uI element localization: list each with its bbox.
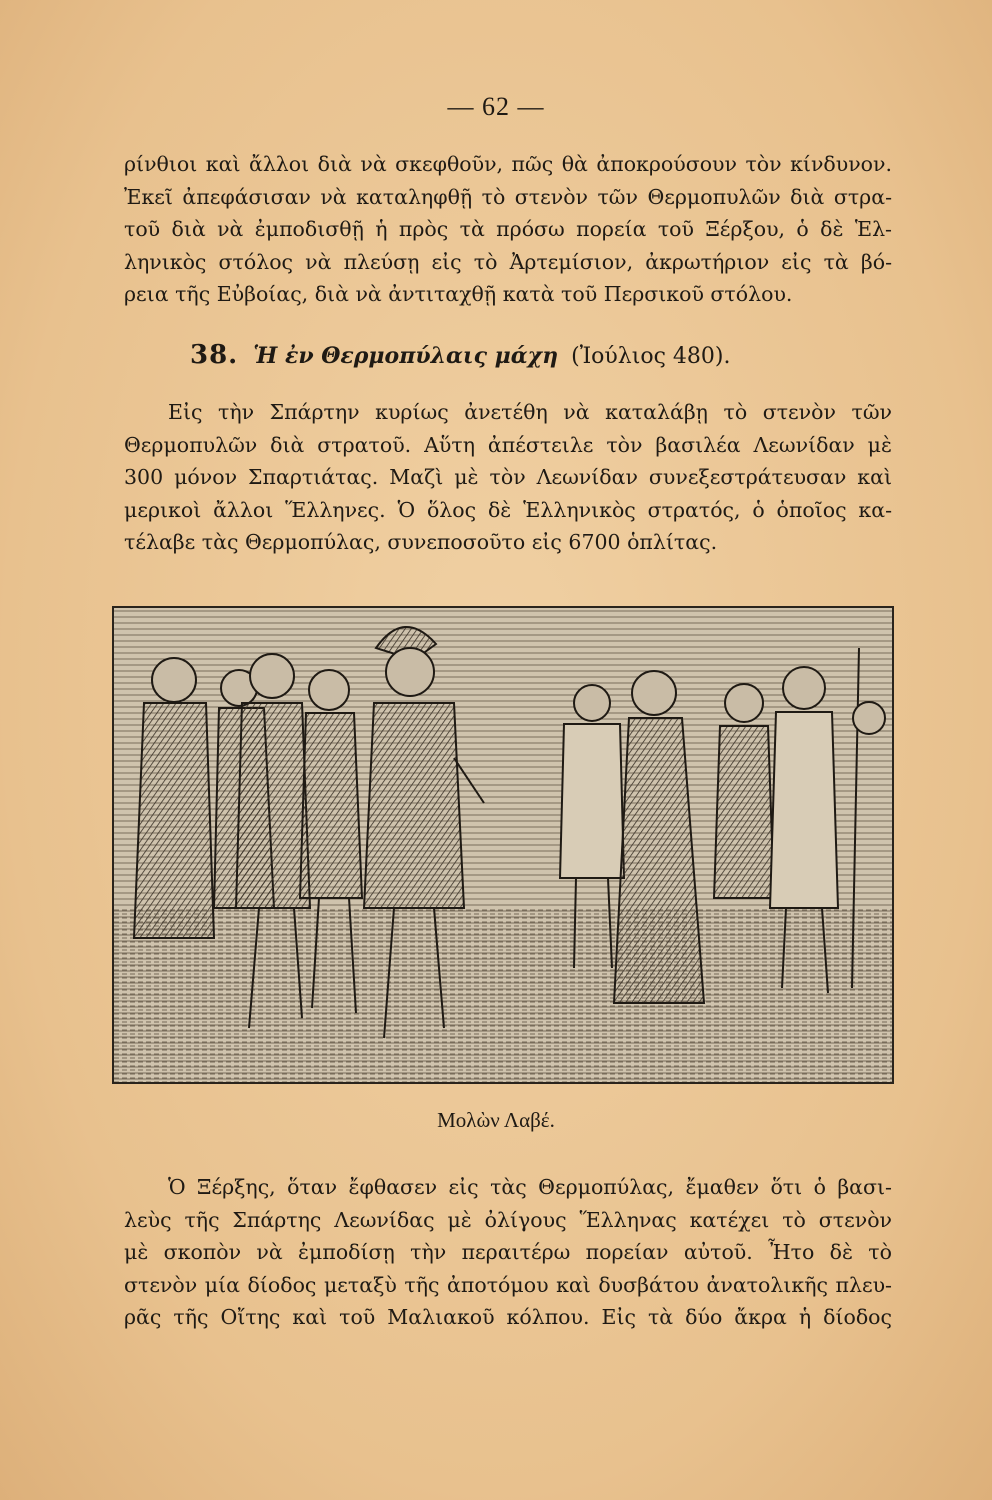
text-line: μερικοὶ ἄλλοι Ἕλληνες. Ὁ ὅλος δὲ Ἑλληνικὸς στρατός, ὁ ὁποῖος κα- (124, 497, 892, 522)
text-line: τέλαβε τὰς Θερμοπύλας, συνεποσοῦτο εἰς 6700 ὁπλίτας. (124, 530, 718, 554)
section-heading (190, 340, 731, 370)
text-line: λεὺς τῆς Σπάρτης Λεωνίδας μὲ ὀλίγους Ἕλληνας κατέχει τὸ στενὸν (124, 1207, 892, 1232)
text-line: στενὸν μία δίοδος μεταξὺ τῆς ἀποτόμου καὶ δυσβάτου ἀνατολικῆς πλευ- (124, 1272, 892, 1297)
text-line: ρίνθιοι καὶ ἄλλοι διὰ νὰ σκεφθοῦν, πῶς θὰ ἀποκρούσουν τὸν κίνδυνον. (124, 152, 892, 176)
text-line: Εἰς τὴν Σπάρτην κυρίως ἀνετέθη νὰ καταλάβῃ τὸ στενὸν τῶν (168, 400, 892, 424)
text-line: ληνικὸς στόλος νὰ πλεύσῃ εἰς τὸ Ἀρτεμίσιον, ἀκρωτήριον εἰς τὰ βό- (124, 249, 892, 274)
section-date: (Ἰούλιος 480). (571, 344, 731, 369)
paragraph-1 (124, 148, 892, 311)
page-number: — 62 — (447, 92, 545, 121)
paragraph-3 (124, 1171, 892, 1334)
text-line: ρᾶς τῆς Οἴτης καὶ τοῦ Μαλιακοῦ κόλπου. Εἰς τὰ δύο ἄκρα ἡ δίοδος (124, 1305, 892, 1329)
engraving-illustration (112, 606, 894, 1084)
engraving-illustration-svg (114, 608, 892, 1082)
text-line: μὲ σκοπὸν νὰ ἐμποδίσῃ τὴν περαιτέρω πορείαν αὐτοῦ. Ἦτο δὲ τὸ (124, 1240, 892, 1264)
text-line: Θερμοπυλῶν διὰ στρατοῦ. Αὕτη ἀπέστειλε τὸν βασιλέα Λεωνίδαν μὲ (124, 432, 892, 457)
text-line: 300 μόνον Σπαρτιάτας. Μαζὶ μὲ τὸν Λεωνίδαν συνεξεστράτευσαν καὶ (124, 465, 892, 489)
text-line: Ἐκεῖ ἀπεφάσισαν νὰ καταληφθῇ τὸ στενὸν τῶν Θερμοπυλῶν διὰ στρα- (124, 184, 892, 209)
paragraph-2 (124, 396, 892, 559)
figure-caption: Μολὼν Λαβέ. (437, 1108, 555, 1132)
section-title: Ἡ ἐν Θερμοπύλαις μάχη (253, 343, 559, 369)
text-line: ρεια τῆς Εὐβοίας, διὰ νὰ ἀντιταχθῇ κατὰ τοῦ Περσικοῦ στόλου. (124, 282, 793, 306)
text-line: Ὁ Ξέρξης, ὅταν ἔφθασεν εἰς τὰς Θερμοπύλας, ἔμαθεν ὅτι ὁ βασι- (168, 1175, 892, 1199)
text-line: τοῦ διὰ νὰ ἐμποδισθῇ ἡ πρὸς τὰ πρόσω πορεία τοῦ Ξέρξου, ὁ δὲ Ἑλ- (124, 217, 892, 241)
section-number: 38. (190, 340, 239, 370)
